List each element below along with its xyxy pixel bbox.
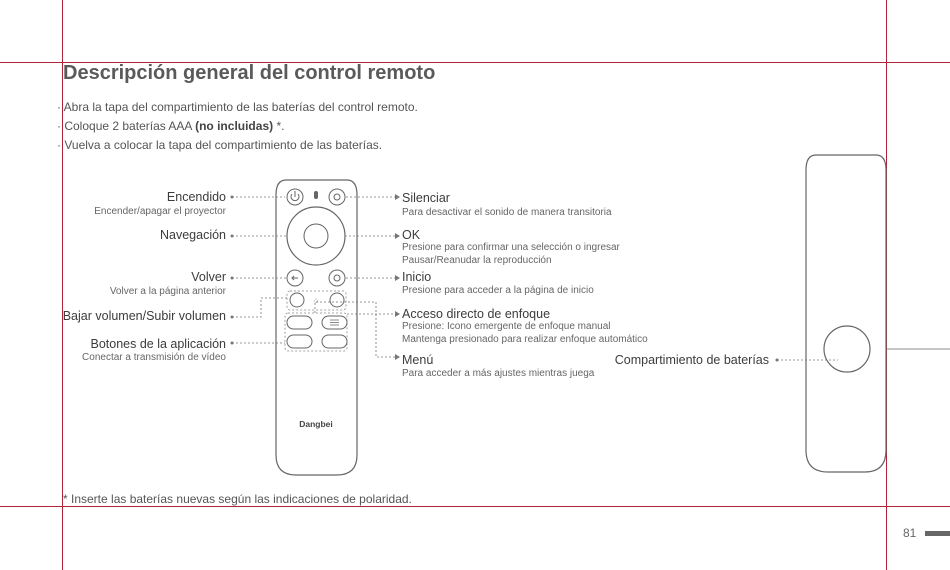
footnote: * Inserte las baterías nuevas según las indicaciones de polaridad. [63,492,412,506]
app-button-2 [287,335,312,348]
instruction-1-text: Abra la tapa del compartimiento de las baterías del control remoto. [63,100,418,114]
page-number: 81 [903,526,917,540]
instruction-1: · Abra la tapa del compartimiento de las baterías del control remoto. [57,100,418,114]
label-volumen: Bajar volumen/Subir volumen [62,309,226,323]
label-silenciar: Silenciar [402,191,450,205]
focus-dots-icon: ⁘ [312,297,320,307]
label-enfoque: Acceso directo de enfoque [402,307,551,321]
brand-logo: Dangbei [299,419,333,429]
page-marker-bar [925,531,950,536]
label-encendido: Encendido [166,190,226,204]
mute-button [329,189,345,205]
instruction-2-text: Coloque 2 baterías AAA [64,119,196,133]
app-button-1 [287,316,312,329]
volume-up-button [330,293,344,307]
desc-botones-app: Conectar a transmisión de vídeo [82,352,226,363]
desc-enfoque-2: Mantenga presionado para realizar enfoque automático [402,334,648,345]
desc-inicio: Presione para acceder a la página de inicio [402,285,594,296]
desc-menu: Para acceder a más ajustes mientras juega [402,368,595,379]
label-volver: Volver [191,270,226,284]
home-button [329,270,345,286]
desc-ok-2: Pausar/Reanudar la reproducción [402,255,552,266]
leader-arrows [395,194,400,360]
instruction-2-suffix: *. [273,119,285,133]
instruction-3: · Vuelva a colocar la tapa del compartimiento de las baterías. [57,138,383,152]
ok-button [304,224,328,248]
desc-silenciar: Para desactivar el sonido de manera transitoria [402,207,612,218]
label-baterias: Compartimiento de baterías [614,353,769,367]
desc-volver: Volver a la página anterior [109,286,226,297]
app-button-3 [322,335,347,348]
instruction-3-text: Vuelva a colocar la tapa del compartimiento de las baterías. [64,138,383,152]
desc-enfoque-1: Presione: Icono emergente de enfoque manual [402,321,611,332]
page-title: Descripción general del control remoto [63,62,436,84]
microphone-icon [314,191,318,199]
desc-encendido: Encender/apagar el proyector [94,206,226,217]
label-inicio: Inicio [402,270,432,284]
volume-down-button [290,293,304,307]
label-botones-app: Botones de la aplicación [90,337,226,351]
instruction-2-bold: (no incluidas) [195,119,274,133]
label-ok: OK [402,228,421,242]
remote-back-body [806,155,886,472]
label-menu: Menú [402,353,434,367]
battery-compartment [824,326,870,372]
instruction-2: · Coloque 2 baterías AAA (no incluidas) *. [57,119,285,133]
desc-ok-1: Presione para confirmar una selección o ingresar [402,242,620,253]
label-navegacion: Navegación [159,228,226,242]
